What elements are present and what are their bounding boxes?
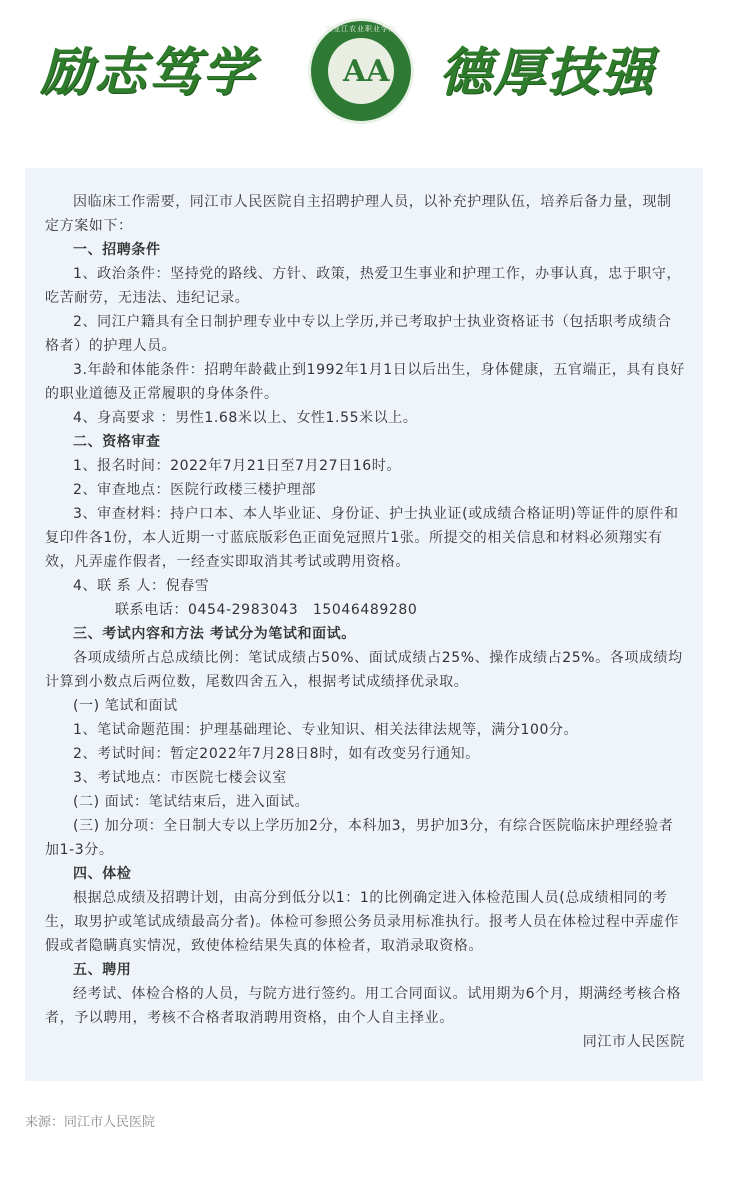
header-banner xyxy=(25,0,703,168)
section-heading-1: 一、招聘条件 xyxy=(73,242,161,258)
source-note: 来源：同江市人民医院 xyxy=(25,1115,156,1130)
contact-phone: 联系电话：0454-2983043 15046489280 xyxy=(115,602,418,618)
intro-paragraph: 因临床工作需要，同江市人民医院自主招聘护理人员，以补充护理队伍，培养后备力量，现制定方案如下： xyxy=(45,194,672,234)
paragraph: 2、同江户籍具有全日制护理专业中专以上学历,并已考取护士执业资格证书（包括职考成绩合格者）的护理人员。 xyxy=(45,314,672,354)
seal-center xyxy=(328,38,394,104)
article-body xyxy=(25,168,703,1081)
paragraph: (一) 笔试和面试 xyxy=(73,698,178,714)
paragraph: 1、报名时间：2022年7月21日至7月27日16时。 xyxy=(73,458,401,474)
contact-person: 4、联 系 人：倪春雪 xyxy=(73,578,210,594)
paragraph: 1、政治条件：坚持党的路线、方针、政策，热爱卫生事业和护理工作，办事认真，忠于职守，吃苦耐劳，无违法、违纪记录。 xyxy=(45,266,682,306)
seal-ring-text: 黑龙江农业职业学院 xyxy=(325,25,397,33)
section-heading-5: 五、聘用 xyxy=(73,962,132,978)
paragraph: 2、审查地点：医院行政楼三楼护理部 xyxy=(73,482,317,498)
section-heading-4: 四、体检 xyxy=(73,866,132,882)
section-heading-3: 三、考试内容和方法 考试分为笔试和面试。 xyxy=(73,626,356,642)
paragraph: 3、考试地点：市医院七楼会议室 xyxy=(73,770,287,786)
paragraph: (二) 面试：笔试结束后，进入面试。 xyxy=(73,794,310,810)
paragraph: 1、笔试命题范围：护理基础理论、专业知识、相关法律法规等，满分100分。 xyxy=(73,722,579,738)
paragraph: 4、身高要求 ：男性1.68米以上、女性1.55米以上。 xyxy=(73,410,418,426)
school-seal-logo xyxy=(308,18,414,124)
paragraph: 3.年龄和体能条件：招聘年龄截止到1992年1月1日以后出生，身体健康，五官端正，具有良好的职业道德及正常履职的身体条件。 xyxy=(45,362,685,402)
slogan-left: 励志笃学 xyxy=(40,42,257,103)
paragraph: 2、考试时间：暂定2022年7月28日8时，如有改变另行通知。 xyxy=(73,746,480,762)
paragraph: 经考试、体检合格的人员，与院方进行签约。用工合同面议。试用期为6个月，期满经考核合格者，予以聘用，考核不合格者取消聘用资格，由个人自主择业。 xyxy=(45,986,682,1026)
section-heading-2: 二、资格审查 xyxy=(73,434,161,450)
signature: 同江市人民医院 xyxy=(582,1034,685,1050)
paragraph: (三) 加分项：全日制大专以上学历加2分，本科加3，男护加3分，有综合医院临床护理经验者加1-3分。 xyxy=(45,818,674,858)
paragraph: 3、审查材料：持户口本、本人毕业证、身份证、护士执业证(或成绩合格证明)等证件的原件和复印件各1份，本人近期一寸蓝底版彩色正面免冠照片1张。所提交的相关信息和材料必须翔实有效，凡弄虚作假者，一经查实即取消其考试或聘用资格。 xyxy=(45,506,679,570)
slogan-right: 德厚技强 xyxy=(439,42,656,103)
seal-mark: AA xyxy=(343,54,390,89)
paragraph: 各项成绩所占总成绩比例：笔试成绩占50%、面试成绩占25%、操作成绩占25%。各项成绩均计算到小数点后两位数，尾数四舍五入，根据考试成绩择优录取。 xyxy=(45,650,683,690)
article-text xyxy=(45,190,685,1054)
paragraph: 根据总成绩及招聘计划，由高分到低分以1：1的比例确定进入体检范围人员(总成绩相同的考生，取男护或笔试成绩最高分者)。体检可参照公务员录用标准执行。报考人员在体检过程中弄虚作假或者隐瞒真实情况，致使体检结果失真的体检者，取消录取资格。 xyxy=(45,890,679,954)
